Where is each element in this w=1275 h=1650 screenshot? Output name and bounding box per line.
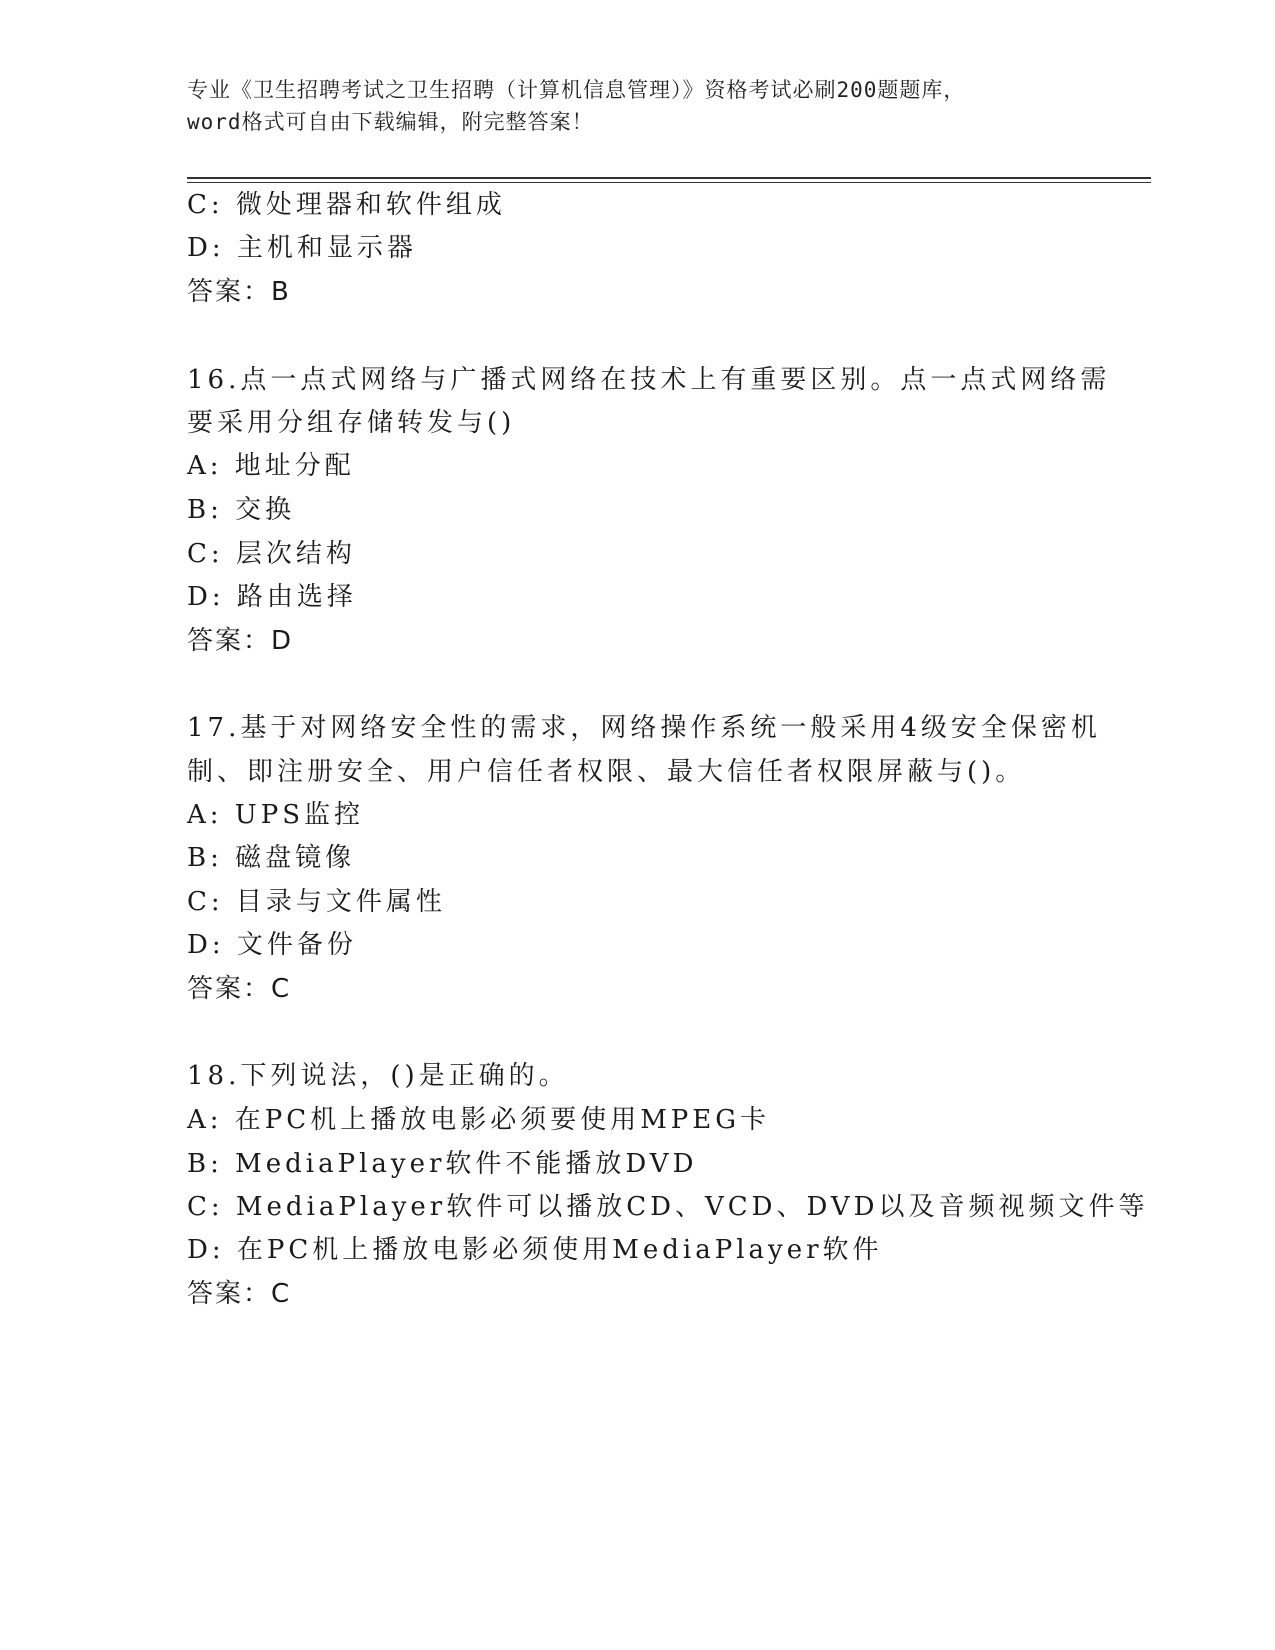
header-divider-thin [187, 182, 1151, 183]
q15-answer: 答案：B [187, 277, 291, 307]
q16-stem-line-1: 16.点一点式网络与广播式网络在技术上有重要区别。点一点式网络需 [187, 365, 1111, 395]
header-divider-thick [187, 177, 1151, 179]
q16-option-b: B: 交换 [187, 495, 296, 525]
header-title-line-2: word格式可自由下载编辑，附完整答案！ [187, 110, 594, 134]
header-title-line-1: 专业《卫生招聘考试之卫生招聘（计算机信息管理）》资格考试必刷200题题库， [187, 78, 966, 102]
q17-stem-line-2: 制、即注册安全、用户信任者权限、最大信任者权限屏蔽与()。 [187, 757, 1026, 787]
q18-option-b: B: MediaPlayer软件不能播放DVD [187, 1149, 698, 1179]
q17-option-b: B: 磁盘镜像 [187, 843, 356, 873]
q18-option-c: C: MediaPlayer软件可以播放CD、VCD、DVD以及音频视频文件等 [187, 1192, 1149, 1222]
q17-option-c: C: 目录与文件属性 [187, 887, 446, 917]
q18-stem-line-1: 18.下列说法，()是正确的。 [187, 1061, 569, 1091]
q16-option-c: C: 层次结构 [187, 539, 356, 569]
q15-option-d: D: 主机和显示器 [187, 233, 417, 263]
document-header [187, 74, 1087, 138]
q18-option-a: A: 在PC机上播放电影必须要使用MPEG卡 [187, 1105, 771, 1135]
q16-stem-line-2: 要采用分组存储转发与() [187, 408, 516, 438]
q18-answer: 答案：C [187, 1279, 292, 1309]
q16-answer: 答案：D [187, 626, 294, 656]
q15-option-c: C: 微处理器和软件组成 [187, 190, 506, 220]
q16-option-d: D: 路由选择 [187, 582, 357, 612]
q18-option-d: D: 在PC机上播放电影必须使用MediaPlayer软件 [187, 1235, 883, 1265]
q16-option-a: A: 地址分配 [187, 451, 355, 481]
q17-answer: 答案：C [187, 974, 292, 1004]
q17-option-d: D: 文件备份 [187, 930, 357, 960]
q17-stem-line-1: 17.基于对网络安全性的需求，网络操作系统一般采用4级安全保密机 [187, 713, 1101, 743]
q17-option-a: A: UPS监控 [187, 800, 365, 830]
